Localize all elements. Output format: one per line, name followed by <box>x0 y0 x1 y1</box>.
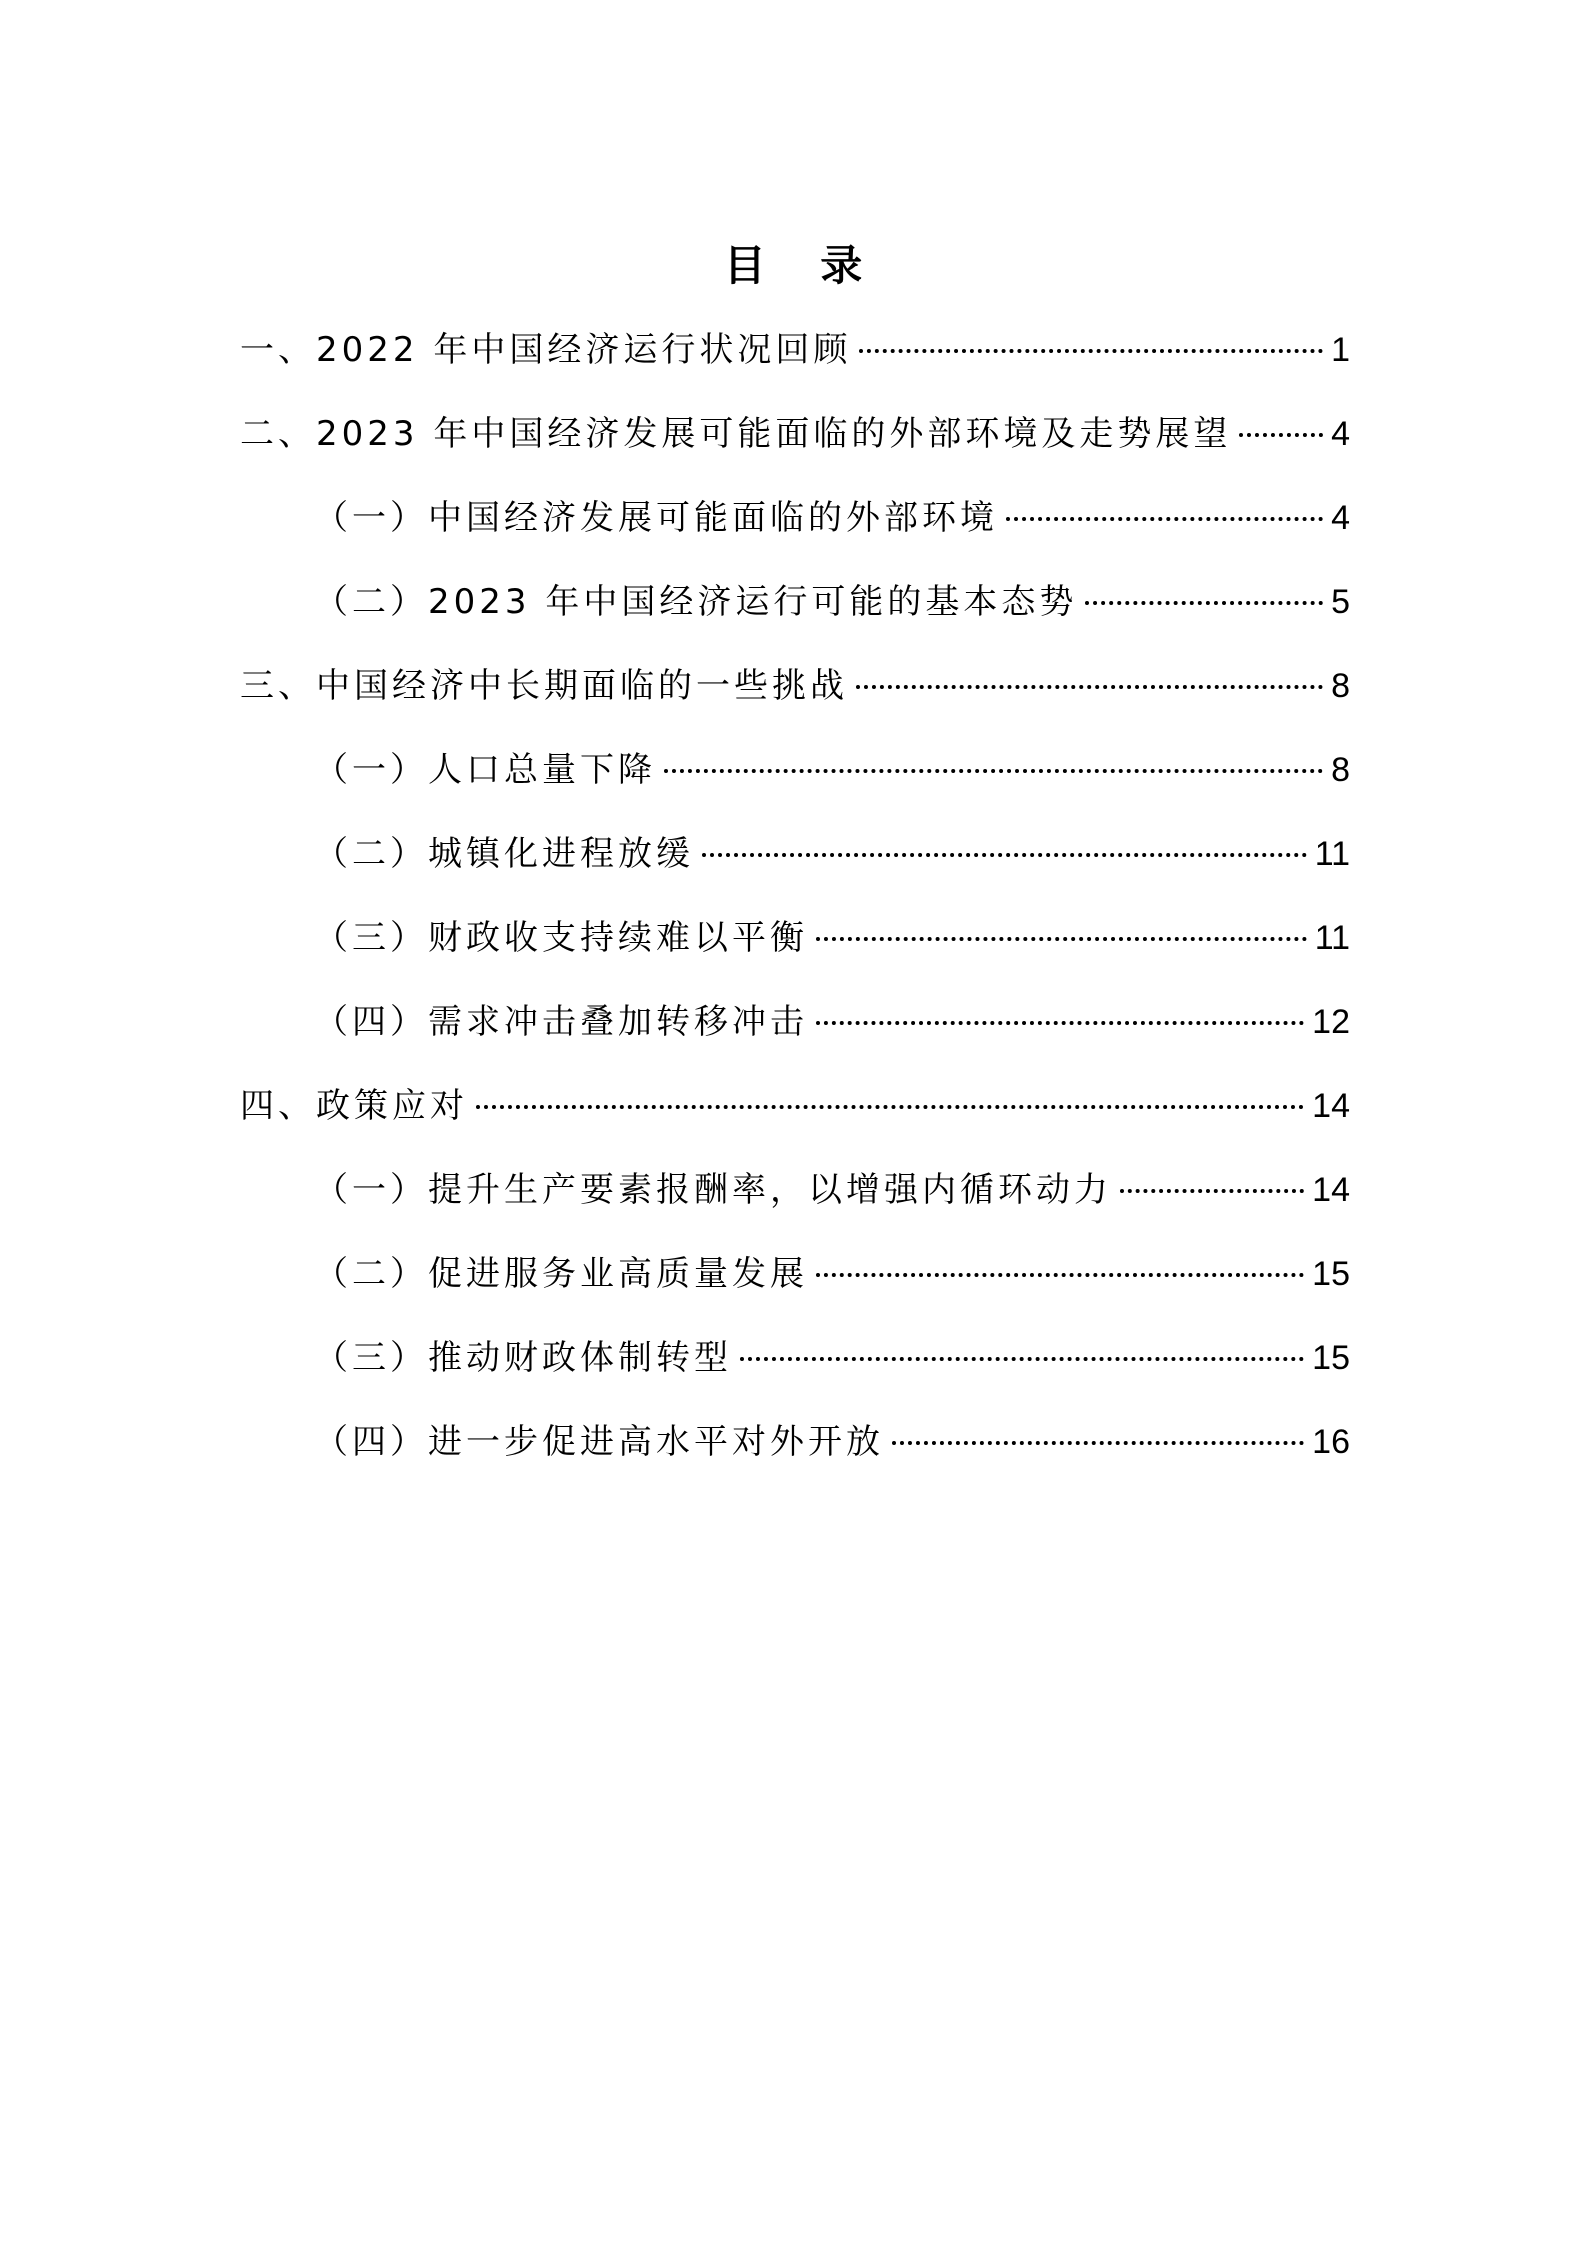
toc-page-number: 4 <box>1331 499 1350 537</box>
dot-leader <box>816 1273 1304 1277</box>
toc-entry-text: 四、政策应对 <box>240 1086 468 1126</box>
toc-entry-text: （四）需求冲击叠加转移冲击 <box>314 1002 808 1042</box>
dot-leader <box>1239 433 1323 437</box>
toc-title: 目 录 <box>723 241 883 290</box>
dot-leader <box>664 769 1323 773</box>
toc-entry-section-4-1[interactable] <box>240 1162 1350 1246</box>
dot-leader <box>702 853 1307 857</box>
toc-page-number: 1 <box>1331 331 1350 369</box>
toc-page-number: 4 <box>1331 415 1350 453</box>
toc-page-number: 11 <box>1314 919 1350 957</box>
dot-leader <box>1085 601 1323 605</box>
dot-leader <box>740 1357 1304 1361</box>
toc-page-number: 8 <box>1331 751 1350 789</box>
toc-entry-section-3-1[interactable] <box>240 742 1350 826</box>
toc-entry-section-3-2[interactable] <box>240 826 1350 910</box>
toc-entry-section-4-3[interactable] <box>240 1330 1350 1414</box>
toc-entry-section-2-1[interactable] <box>240 490 1350 574</box>
toc-page-number: 5 <box>1331 583 1350 621</box>
toc-page-number: 12 <box>1312 1003 1350 1041</box>
toc-entry-section-4-2[interactable] <box>240 1246 1350 1330</box>
dot-leader <box>816 1021 1304 1025</box>
dot-leader <box>816 937 1307 941</box>
dot-leader <box>1120 1189 1304 1193</box>
toc-entry-text: 一、2022 年中国经济运行状况回顾 <box>240 330 852 370</box>
toc-page-number: 16 <box>1312 1423 1350 1461</box>
toc-entry-section-3-4[interactable] <box>240 994 1350 1078</box>
toc-entry-text: （二）促进服务业高质量发展 <box>314 1254 808 1294</box>
toc-entry-text: （二）城镇化进程放缓 <box>314 834 694 874</box>
toc-entry-text: （一）提升生产要素报酬率，以增强内循环动力 <box>314 1170 1112 1210</box>
dot-leader <box>856 685 1323 689</box>
toc-page-number: 15 <box>1312 1255 1350 1293</box>
toc-page-number: 14 <box>1312 1087 1350 1125</box>
toc-page-number: 8 <box>1331 667 1350 705</box>
toc-entry-text: （四）进一步促进高水平对外开放 <box>314 1422 884 1462</box>
dot-leader <box>859 349 1323 353</box>
toc-entry-text: 二、2023 年中国经济发展可能面临的外部环境及走势展望 <box>240 414 1232 454</box>
toc-entry-text: （二）2023 年中国经济运行可能的基本态势 <box>314 582 1078 622</box>
toc-page-number: 11 <box>1314 835 1350 873</box>
toc-page-number: 15 <box>1312 1339 1350 1377</box>
toc-entry-text: （三）推动财政体制转型 <box>314 1338 732 1378</box>
toc-entry-section-4[interactable] <box>240 1078 1350 1162</box>
toc-entry-text: （三）财政收支持续难以平衡 <box>314 918 808 958</box>
toc-entry-section-1[interactable] <box>240 322 1350 406</box>
toc-entry-section-3[interactable] <box>240 658 1350 742</box>
toc-entry-section-3-3[interactable] <box>240 910 1350 994</box>
toc-entry-text: （一）中国经济发展可能面临的外部环境 <box>314 498 998 538</box>
toc-page-number: 14 <box>1312 1171 1350 1209</box>
toc-entry-section-2[interactable] <box>240 406 1350 490</box>
toc-entry-text: 三、中国经济中长期面临的一些挑战 <box>240 666 848 706</box>
toc-entry-section-2-2[interactable] <box>240 574 1350 658</box>
toc-entry-text: （一）人口总量下降 <box>314 750 656 790</box>
dot-leader <box>892 1441 1304 1445</box>
dot-leader <box>1006 517 1323 521</box>
dot-leader <box>476 1105 1304 1109</box>
table-of-contents <box>240 322 1350 1498</box>
toc-entry-section-4-4[interactable] <box>240 1414 1350 1498</box>
